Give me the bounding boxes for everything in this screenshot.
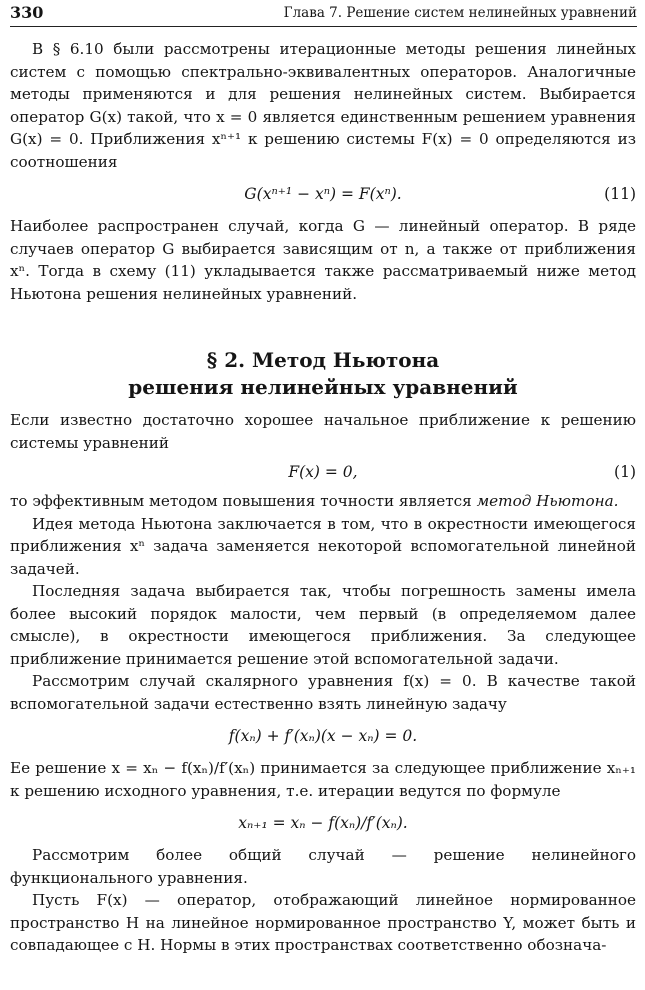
equation-iteration: [10, 802, 636, 844]
paragraph-auxiliary-task: Последняя задача выбирается так, чтобы погрешность замены имела более высокий порядок малости, чем первый (в определяемом далее смысле), в окрестности имеющегося приближения. За следующее приближение принимается решение этой вспомогательной задачи.: [10, 582, 636, 668]
section-heading-line2: решения нелинейных уравнений: [128, 375, 518, 399]
page-header: [10, 2, 637, 27]
equation-iteration-expression: xₙ₊₁ = xₙ − f(xₙ)/f′(xₙ).: [238, 814, 408, 832]
paragraph-scalar-case: Рассмотрим случай скалярного уравнения f(x) = 0. В качестве такой вспомогательной задачи естественно взять линейную задачу: [10, 672, 636, 713]
paragraph-initial-approximation: Если известно достаточно хорошее начальное приближение к решению системы уравнений: [10, 411, 636, 452]
newton-method-emphasis: метод Ньютона.: [476, 492, 619, 510]
paragraph-operator-definition: Пусть F(x) — оператор, отображающий линейное нормированное пространство H на линейное нормированное пространство Y, может быть и совпадающее с H. Нормы в этих пространствах соответственно обознача-: [10, 891, 636, 954]
paragraph-newton-method: [10, 490, 636, 513]
newton-method-text: то эффективным методом повышения точности является: [10, 492, 472, 510]
page-body: [10, 38, 636, 957]
equation-11-number: (11): [604, 185, 636, 203]
paragraph-intro: В § 6.10 были рассмотрены итерационные методы решения линейных систем с помощью спектрально-эквивалентных операторов. Аналогичные методы применяются и для решения нелинейных систем. Выбирается оператор G(x) такой, что x = 0 является единственным решением уравнения G(x) = 0. Приближения xⁿ⁺¹ к решению системы F(x) = 0 определяются из соотношения: [10, 40, 636, 171]
paragraph-linear-operator: Наиболее распространен случай, когда G — линейный оператор. В ряде случаев оператор G выбирается зависящим от n, а также от приближения xⁿ. Тогда в схему (11) укладывается также рассматриваемый ниже метод Ньютона решения нелинейных уравнений.: [10, 217, 636, 303]
equation-1-expression: F(x) = 0,: [288, 463, 358, 481]
equation-1-number: (1): [614, 463, 636, 481]
equation-linear-task-expression: f(xₙ) + f′(xₙ)(x − xₙ) = 0.: [228, 727, 418, 745]
equation-11-expression: G(xⁿ⁺¹ − xⁿ) = F(xⁿ).: [244, 185, 402, 203]
page-number: 330: [10, 3, 44, 22]
equation-1: [10, 454, 636, 490]
paragraph-general-case: Рассмотрим более общий случай — решение нелинейного функционального уравнения.: [10, 846, 636, 887]
equation-linear-task: [10, 715, 636, 757]
paragraph-solution: Ее решение x = xₙ − f(xₙ)/f′(xₙ) принимается за следующее приближение xₙ₊₁ к решению исходного уравнения, т.е. итерации ведутся по формуле: [10, 759, 636, 800]
running-chapter-title: Глава 7. Решение систем нелинейных уравнений: [283, 5, 637, 21]
section-heading: [10, 347, 636, 401]
paragraph-method-idea: Идея метода Ньютона заключается в том, что в окрестности имеющегося приближения xⁿ задача заменяется некоторой вспомогательной линейной задачей.: [10, 514, 636, 578]
section-heading-line1: § 2. Метод Ньютона: [206, 348, 440, 372]
equation-11: [10, 173, 636, 215]
